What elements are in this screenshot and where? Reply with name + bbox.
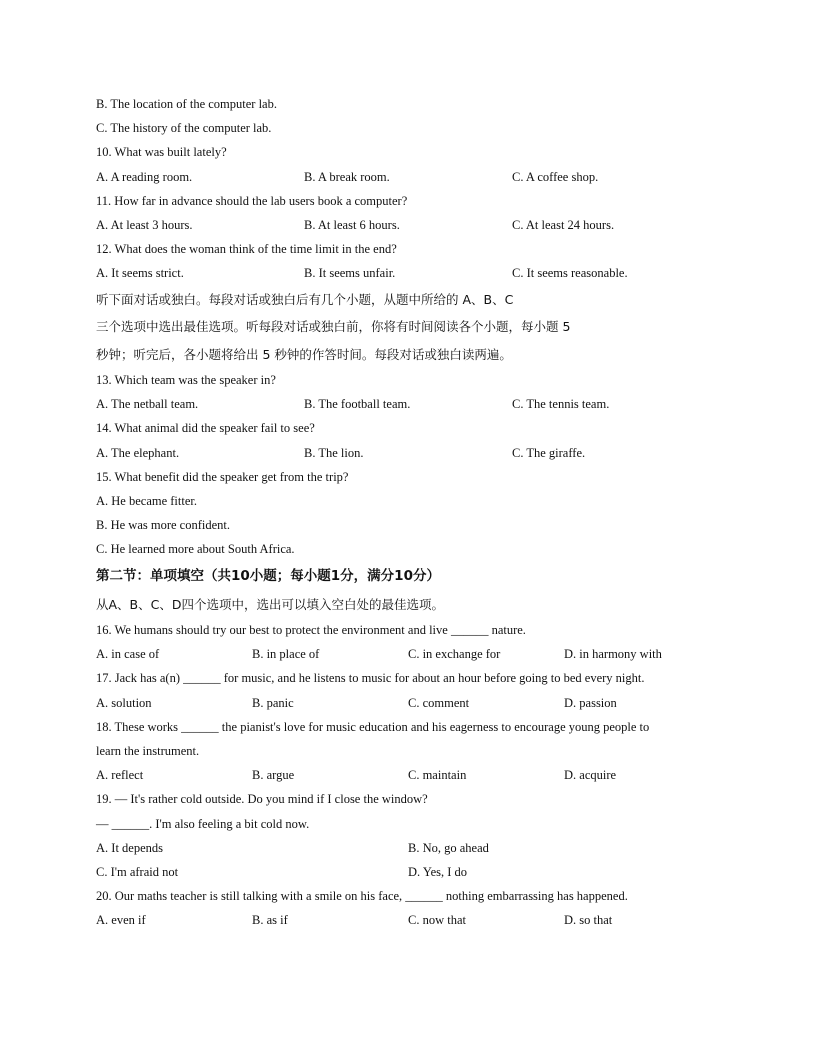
option-b: B. The football team. <box>304 397 411 412</box>
option-a: A. It seems strict. <box>96 266 184 281</box>
option-line: C. The history of the computer lab. <box>96 121 272 136</box>
listening-instruction-line: 三个选项中选出最佳选项。听每段对话或独白前，你将有时间阅读各个小题，每小题 5 <box>96 319 571 334</box>
option-d: D. passion <box>564 695 617 710</box>
option-line: B. The location of the computer lab. <box>96 97 277 111</box>
question-14-stem: 14. What animal did the speaker fail to see? <box>96 421 315 436</box>
question-12-options <box>96 261 726 285</box>
option-d: D. in harmony with <box>564 647 662 662</box>
option-b: B. It seems unfair. <box>304 266 396 281</box>
option-a: A. It depends <box>96 840 163 855</box>
question-17-stem: 17. Jack has a(n) ______ for music, and he listens to music for about an hour before going to bed every night. <box>96 671 645 686</box>
option-b: B. The lion. <box>304 445 364 460</box>
option-c: C. He learned more about South Africa. <box>96 542 295 557</box>
question-13-options <box>96 392 726 416</box>
option-b: B. as if <box>252 913 288 928</box>
option-a: A. in case of <box>96 647 160 662</box>
option-b: B. At least 6 hours. <box>304 217 400 232</box>
question-19-options-row-2 <box>96 860 726 884</box>
listening-instruction-line: 秒钟；听完后，各小题将给出 5 秒钟的作答时间。每段对话或独白读两遍。 <box>96 346 512 362</box>
option-a: A. A reading room. <box>96 169 193 184</box>
question-19-options-row-1 <box>96 836 726 860</box>
option-a: A. The elephant. <box>96 445 180 460</box>
question-12-stem: 12. What does the woman think of the time limit in the end? <box>96 242 397 257</box>
option-b: B. panic <box>252 695 294 710</box>
option-c: C. It seems reasonable. <box>512 266 628 281</box>
question-10-stem: 10. What was built lately? <box>96 145 227 160</box>
option-c: C. The giraffe. <box>512 445 586 460</box>
option-d: D. Yes, I do <box>408 864 468 879</box>
option-a: A. solution <box>96 695 152 710</box>
question-20-options <box>96 908 726 932</box>
question-20-stem: 20. Our maths teacher is still talking with a smile on his face, ______ nothing embarrassing has happened. <box>96 889 628 904</box>
question-14-options <box>96 441 726 465</box>
option-c: C. I'm afraid not <box>96 864 179 879</box>
section-2-instruction: 从A、B、C、D四个选项中，选出可以填入空白处的最佳选项。 <box>96 596 444 612</box>
question-18-stem: 18. These works ______ the pianist's love for music education and his eagerness to encourage young people to <box>96 719 650 734</box>
option-a: A. reflect <box>96 768 144 783</box>
question-11-stem: 11. How far in advance should the lab users book a computer? <box>96 193 408 208</box>
question-19-reply: — ______. I'm also feeling a bit cold now. <box>96 816 310 831</box>
question-19-stem: 19. — It's rather cold outside. Do you mind if I close the window? <box>96 792 428 807</box>
option-c: C. The tennis team. <box>512 397 610 412</box>
option-b: B. argue <box>252 768 295 783</box>
question-13-stem: 13. Which team was the speaker in? <box>96 373 276 387</box>
option-a: A. even if <box>96 913 146 928</box>
option-c: C. now that <box>408 913 466 928</box>
question-16-stem: 16. We humans should try our best to protect the environment and live ______ nature. <box>96 623 526 637</box>
option-c: C. A coffee shop. <box>512 169 599 184</box>
option-d: D. acquire <box>564 768 617 783</box>
question-16-options <box>96 642 726 666</box>
option-a: A. He became fitter. <box>96 493 197 508</box>
option-b: B. in place of <box>252 647 320 662</box>
option-c: C. maintain <box>408 768 467 783</box>
listening-instruction-line: 听下面对话或独白。每段对话或独白后有几个小题，从题中所给的 A、B、C <box>96 291 514 307</box>
option-b: B. No, go ahead <box>408 840 489 855</box>
question-15-stem: 15. What benefit did the speaker get from the trip? <box>96 469 349 484</box>
option-c: C. in exchange for <box>408 647 501 662</box>
question-10-options <box>96 165 726 189</box>
option-c: C. At least 24 hours. <box>512 217 615 232</box>
question-18-stem-continued: learn the instrument. <box>96 743 200 758</box>
option-b: B. A break room. <box>304 169 390 184</box>
exam-page <box>96 92 726 932</box>
option-b: B. He was more confident. <box>96 518 230 533</box>
question-18-options <box>96 763 726 787</box>
question-17-options <box>96 691 726 715</box>
option-a: A. At least 3 hours. <box>96 217 193 232</box>
question-11-options <box>96 213 726 237</box>
section-2-heading: 第二节：单项填空（共10小题；每小题1分，满分10分） <box>96 567 440 584</box>
option-c: C. comment <box>408 695 470 710</box>
option-d: D. so that <box>564 913 613 928</box>
option-a: A. The netball team. <box>96 397 199 412</box>
